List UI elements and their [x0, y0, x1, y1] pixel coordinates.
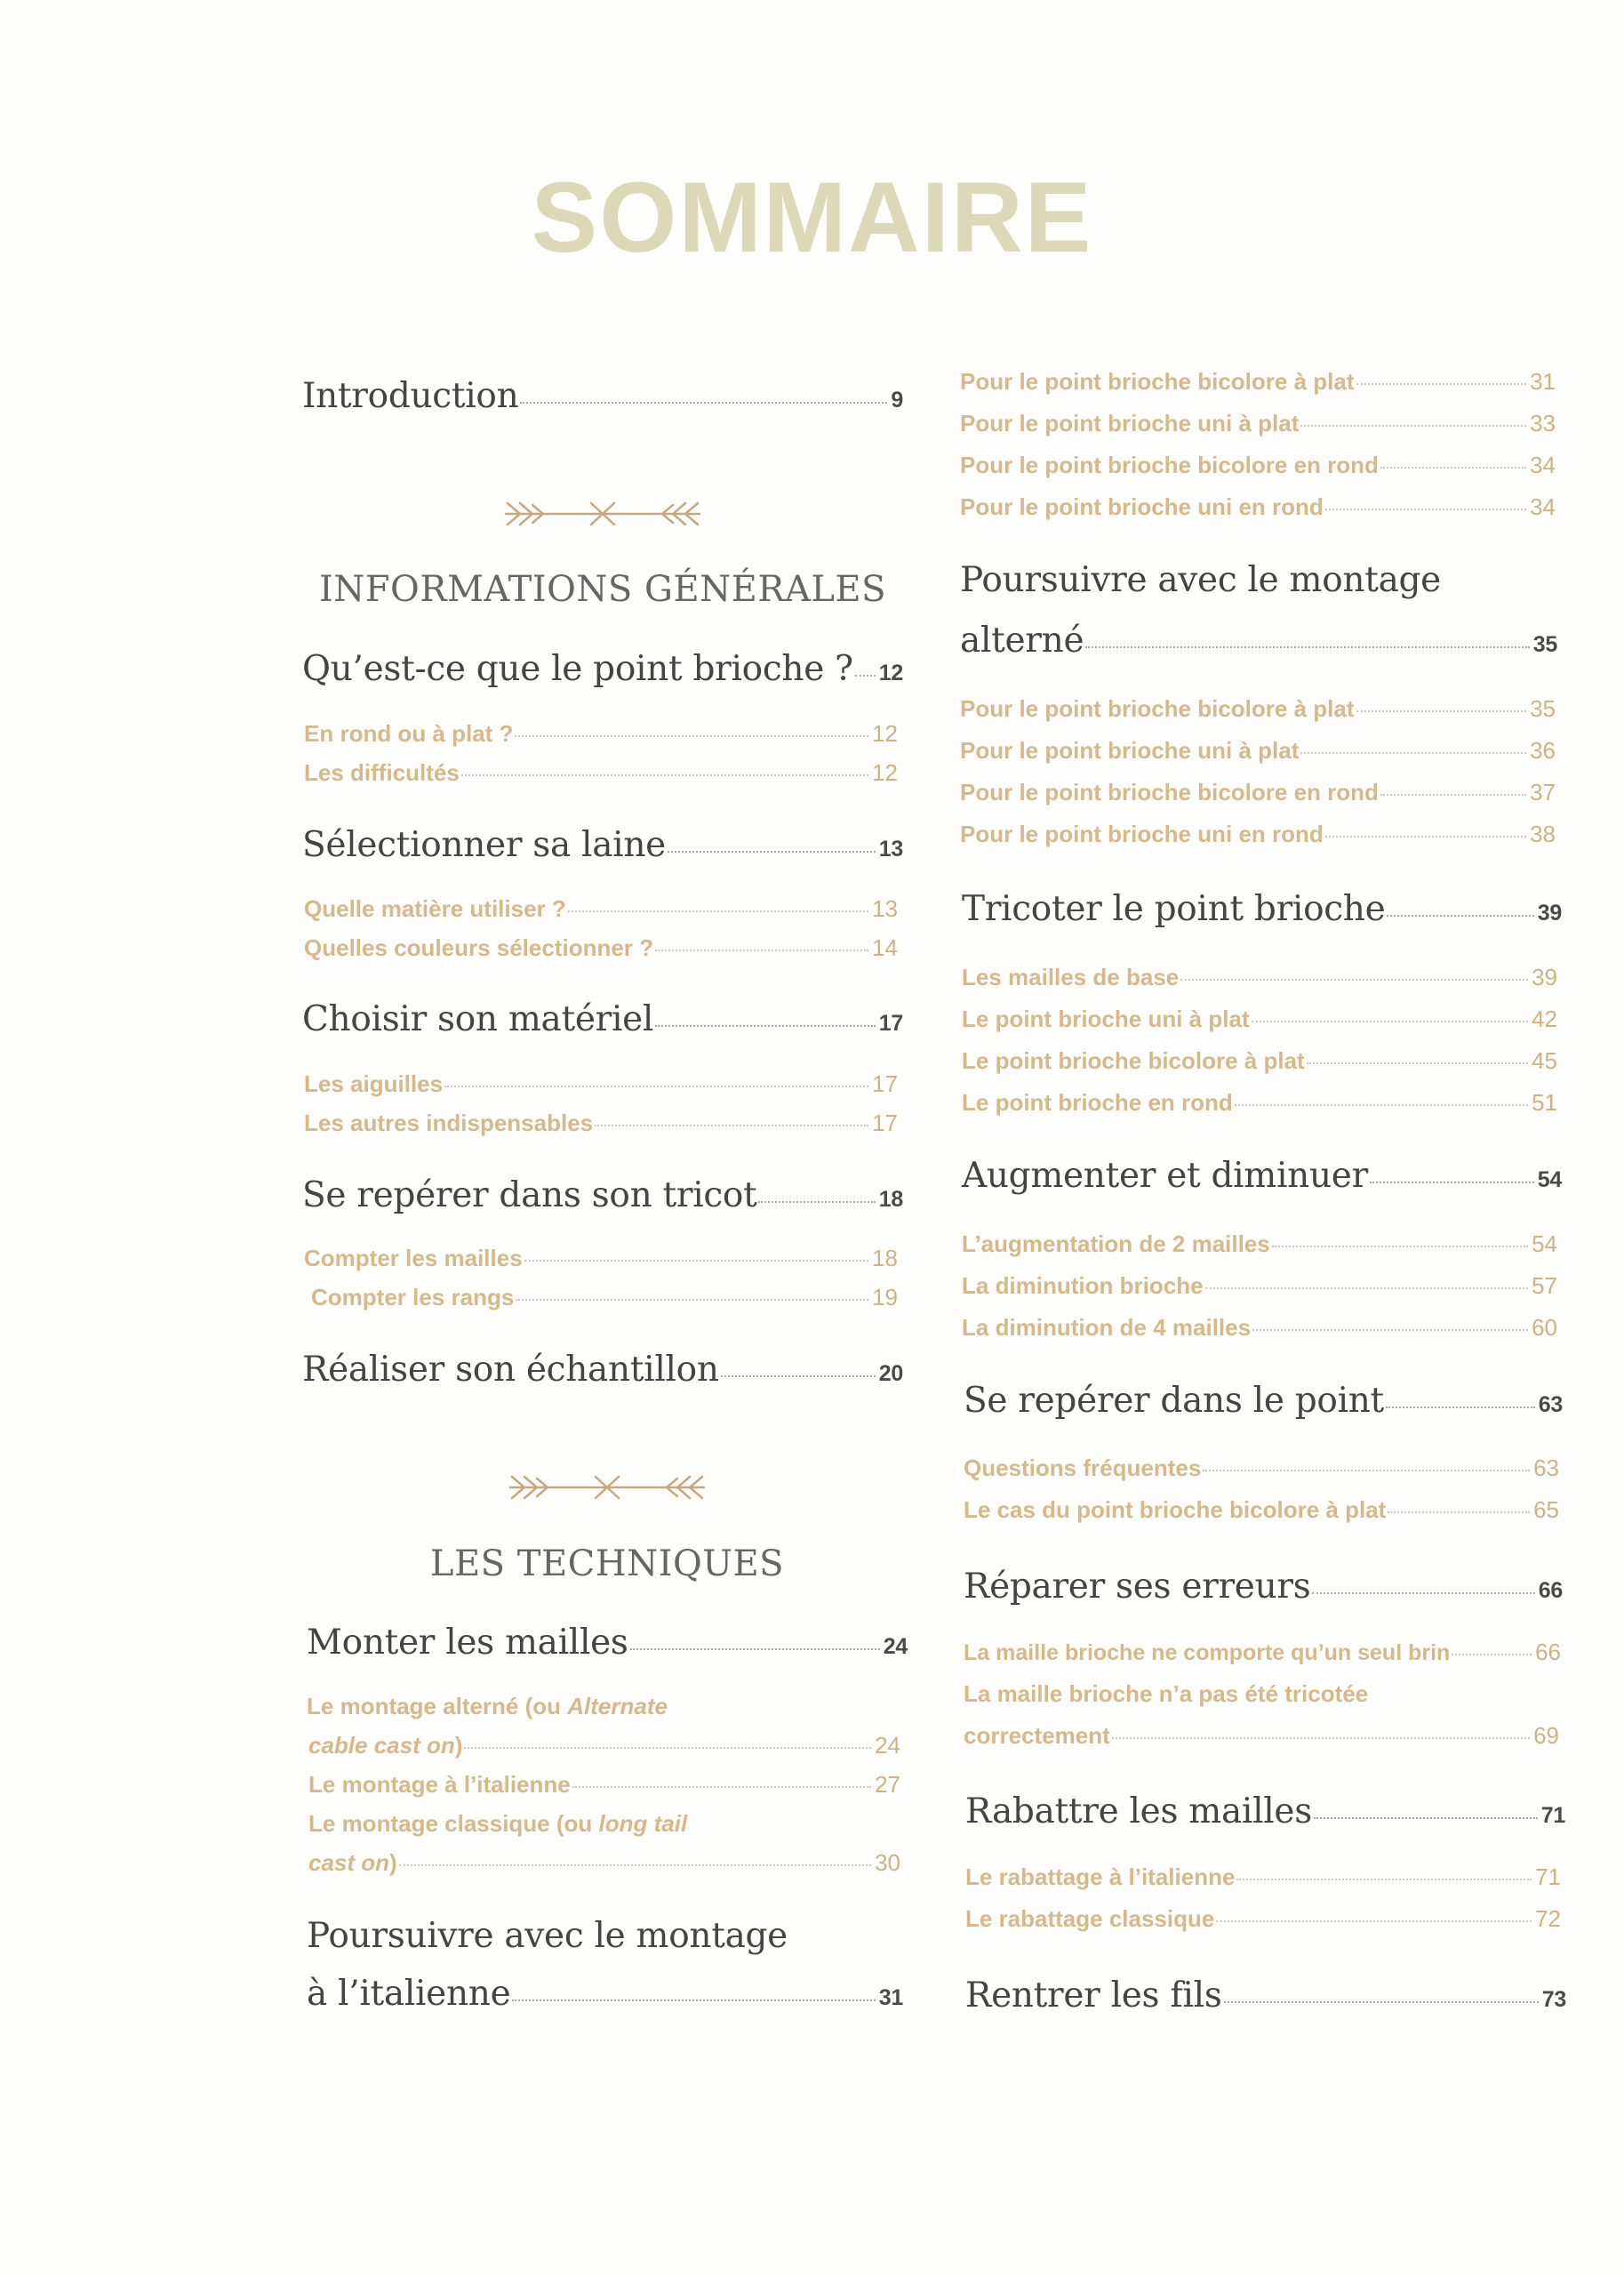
section-heading-les-techniques: LES TECHNIQUES — [429, 1543, 785, 1584]
toc-entry[interactable] — [962, 889, 1562, 929]
entry-label: Qu’est-ce que le point brioche ? — [302, 649, 853, 689]
toc-entry[interactable] — [962, 1156, 1562, 1196]
entry-page: 72 — [1535, 1905, 1561, 1932]
entry-page: 34 — [1530, 452, 1556, 478]
toc-subentry-line1[interactable]: La maille brioche n’a pas été tricotée — [964, 1680, 1369, 1707]
entry-label: Les autres indispensables — [304, 1110, 594, 1136]
entry-page: 24 — [875, 1732, 900, 1759]
entry-label: Le point brioche bicolore à plat — [962, 1047, 1305, 1074]
entry-label: Le montage à l’italienne — [308, 1771, 571, 1798]
entry-label-italic: cable cast on — [308, 1732, 455, 1759]
entry-label: Quelle matière utiliser ? — [304, 895, 566, 922]
entry-label: Le montage alterné (ou — [307, 1693, 568, 1719]
dot-leader — [399, 1863, 871, 1866]
entry-page: 71 — [1535, 1863, 1561, 1890]
dot-leader — [524, 1259, 868, 1262]
dot-leader — [595, 1124, 868, 1126]
page-title: SOMMAIRE — [531, 162, 1093, 273]
dot-leader — [1356, 382, 1527, 385]
dot-leader — [1312, 1591, 1534, 1594]
entry-label: alterné — [960, 621, 1084, 661]
toc-subentry[interactable] — [962, 1089, 1557, 1117]
toc-entry[interactable] — [964, 1381, 1563, 1421]
toc-entry[interactable] — [965, 1975, 1566, 2016]
dot-leader — [464, 1746, 871, 1749]
dot-leader — [1388, 1511, 1530, 1513]
entry-page: 13 — [872, 895, 898, 922]
entry-label: Les difficultés — [304, 759, 460, 786]
entry-page: 45 — [1532, 1047, 1557, 1074]
dot-leader — [1380, 793, 1526, 796]
toc-subentry[interactable] — [960, 737, 1556, 765]
entry-label: à l’italienne — [307, 1974, 511, 2014]
toc-entry-line1[interactable]: Poursuivre avec le montage — [307, 1916, 788, 1956]
toc-entry-line2[interactable] — [307, 1974, 903, 2014]
entry-label: Rabattre les mailles — [965, 1791, 1312, 1831]
toc-subentry[interactable] — [964, 1639, 1561, 1666]
entry-label: En rond ou à plat ? — [304, 720, 514, 747]
dot-leader — [668, 850, 876, 853]
toc-subentry[interactable] — [304, 895, 898, 923]
entry-page: 24 — [883, 1634, 908, 1659]
dot-leader — [655, 949, 868, 951]
entry-label: Pour le point brioche bicolore à plat — [960, 368, 1355, 395]
toc-subentry-line2[interactable] — [308, 1732, 900, 1759]
entry-page: 17 — [878, 1011, 903, 1036]
entry-label: Pour le point brioche bicolore en rond — [960, 452, 1379, 478]
entry-label: Réparer ses erreurs — [964, 1567, 1311, 1607]
entry-label: La maille brioche ne comporte qu’un seul brin — [964, 1640, 1451, 1665]
dot-leader — [630, 1647, 880, 1650]
entry-label: Pour le point brioche uni à plat — [960, 737, 1300, 764]
entry-page: 37 — [1530, 779, 1556, 805]
entry-page: 20 — [878, 1361, 903, 1386]
dot-leader — [1252, 1020, 1529, 1022]
toc-entry[interactable] — [302, 649, 903, 689]
entry-page: 66 — [1535, 1639, 1561, 1665]
dot-leader — [444, 1085, 868, 1087]
entry-label: Le point brioche en rond — [962, 1089, 1233, 1116]
dot-leader — [1235, 1103, 1528, 1106]
toc-subentry-line2[interactable] — [964, 1722, 1559, 1750]
entry-label: Les aiguilles — [304, 1070, 444, 1097]
entry-page: 14 — [872, 934, 898, 961]
toc-subentry[interactable] — [962, 1047, 1557, 1075]
entry-page: 34 — [1530, 493, 1556, 520]
entry-page: 18 — [878, 1187, 903, 1212]
toc-subentry[interactable] — [308, 1771, 900, 1799]
toc-entry[interactable] — [302, 825, 903, 865]
toc-entry-introduction[interactable] — [302, 376, 903, 416]
toc-entry[interactable] — [302, 1175, 903, 1215]
dot-leader — [1180, 978, 1528, 981]
toc-subentry[interactable] — [304, 1245, 898, 1272]
entry-label: La diminution brioche — [962, 1272, 1204, 1299]
entry-label: Quelles couleurs sélectionner ? — [304, 934, 654, 961]
entry-label: Compter les mailles — [304, 1245, 523, 1271]
entry-label: Choisir son matériel — [302, 999, 654, 1039]
entry-page: 36 — [1530, 737, 1556, 764]
entry-page: 71 — [1540, 1803, 1565, 1828]
entry-label: Le montage classique (ou — [308, 1810, 599, 1837]
toc-subentry[interactable] — [960, 493, 1556, 521]
entry-page: 57 — [1532, 1272, 1557, 1299]
entry-label: Augmenter et diminuer — [962, 1156, 1368, 1196]
dot-leader — [1236, 1878, 1532, 1880]
dot-leader — [1370, 1181, 1534, 1183]
entry-label: Pour le point brioche bicolore en rond — [960, 779, 1379, 805]
entry-label: Se repérer dans son tricot — [302, 1175, 757, 1215]
toc-subentry[interactable] — [960, 779, 1556, 806]
entry-label: Le point brioche uni à plat — [962, 1006, 1250, 1032]
entry-label: La diminution de 4 mailles — [962, 1314, 1252, 1341]
toc-subentry[interactable] — [965, 1863, 1561, 1891]
toc-subentry[interactable] — [311, 1284, 898, 1311]
toc-subentry[interactable] — [304, 720, 898, 748]
entry-label: L’augmentation de 2 mailles — [962, 1230, 1270, 1257]
dot-leader — [568, 910, 868, 912]
dot-leader — [572, 1785, 871, 1788]
entry-label — [308, 1732, 462, 1759]
entry-page: 17 — [872, 1070, 898, 1097]
arrow-divider-ornament-icon — [507, 1470, 708, 1505]
entry-page: 35 — [1530, 695, 1556, 722]
toc-entry[interactable] — [964, 1567, 1563, 1607]
dot-leader — [655, 1024, 876, 1027]
toc-entry-line1[interactable]: Poursuivre avec le montage — [960, 560, 1441, 600]
entry-page: 63 — [1538, 1392, 1563, 1417]
entry-label: Le cas du point brioche bicolore à plat — [964, 1496, 1387, 1523]
entry-label: Monter les mailles — [307, 1623, 628, 1663]
toc-subentry[interactable] — [962, 1006, 1557, 1033]
dot-leader — [515, 734, 868, 737]
toc-subentry[interactable] — [962, 964, 1557, 991]
entry-page: 39 — [1532, 964, 1557, 990]
entry-page: 19 — [872, 1284, 898, 1310]
entry-page: 39 — [1537, 901, 1562, 926]
toc-subentry[interactable] — [964, 1496, 1559, 1524]
toc-subentry-line1[interactable] — [307, 1693, 668, 1720]
dot-leader — [1203, 1469, 1530, 1471]
entry-label-end: ) — [389, 1849, 397, 1876]
entry-page: 54 — [1532, 1230, 1557, 1257]
toc-entry[interactable] — [302, 999, 903, 1039]
entry-page: 42 — [1532, 1006, 1557, 1032]
toc-subentry-line2[interactable] — [308, 1849, 900, 1877]
toc-subentry[interactable] — [960, 410, 1556, 437]
dot-leader — [1307, 1062, 1528, 1064]
entry-label: Se repérer dans le point — [964, 1381, 1384, 1421]
entry-page: 69 — [1533, 1722, 1559, 1749]
toc-entry[interactable] — [965, 1791, 1565, 1831]
dot-leader — [512, 1999, 875, 2001]
entry-page: 12 — [872, 759, 898, 786]
dot-leader — [1224, 2000, 1539, 2003]
entry-page: 30 — [875, 1849, 900, 1876]
entry-page: 17 — [872, 1110, 898, 1136]
entry-label: Rentrer les fils — [965, 1975, 1222, 2016]
entry-label: Introduction — [302, 376, 519, 416]
entry-label: Questions fréquentes — [964, 1455, 1202, 1481]
toc-subentry[interactable] — [304, 934, 898, 962]
toc-subentry[interactable] — [964, 1455, 1559, 1482]
dot-leader — [1386, 1406, 1535, 1408]
entry-page: 35 — [1532, 632, 1557, 657]
entry-page: 9 — [891, 388, 903, 413]
dot-leader — [1380, 466, 1526, 469]
entry-label: Compter les rangs — [311, 1284, 515, 1310]
toc-subentry[interactable] — [960, 821, 1556, 848]
entry-page: 51 — [1532, 1089, 1557, 1116]
dot-leader — [1085, 645, 1530, 648]
dot-leader — [1325, 508, 1526, 510]
entry-label: Pour le point brioche uni à plat — [960, 410, 1300, 437]
entry-page: 33 — [1530, 410, 1556, 437]
entry-label: Pour le point brioche uni en rond — [960, 821, 1324, 847]
dot-leader — [1387, 914, 1533, 917]
entry-page: 65 — [1533, 1496, 1559, 1523]
dot-leader — [516, 1298, 868, 1301]
toc-subentry[interactable] — [962, 1230, 1557, 1258]
toc-subentry[interactable] — [965, 1905, 1561, 1933]
entry-page: 27 — [875, 1771, 900, 1798]
entry-page: 66 — [1538, 1578, 1563, 1603]
toc-subentry[interactable] — [304, 1110, 898, 1137]
entry-label: Les mailles de base — [962, 964, 1180, 990]
entry-page: 18 — [872, 1245, 898, 1271]
toc-subentry[interactable] — [304, 759, 898, 787]
entry-page: 54 — [1537, 1167, 1562, 1192]
entry-label: Tricoter le point brioche — [962, 889, 1386, 929]
toc-subentry[interactable] — [304, 1070, 898, 1098]
entry-page: 31 — [1530, 368, 1556, 395]
entry-label: Le rabattage classique — [965, 1905, 1215, 1932]
dot-leader — [1272, 1245, 1528, 1247]
dot-leader — [1216, 1919, 1532, 1922]
toc-subentry[interactable] — [960, 368, 1556, 396]
dot-leader — [1112, 1736, 1530, 1739]
toc-subentry[interactable] — [962, 1314, 1557, 1342]
toc-entry[interactable] — [307, 1623, 908, 1663]
dot-leader — [758, 1200, 875, 1203]
entry-page: 73 — [1541, 1987, 1566, 2012]
entry-page: 12 — [872, 720, 898, 747]
dot-leader — [1300, 424, 1526, 427]
dot-leader — [1314, 1816, 1538, 1819]
entry-label: correctement — [964, 1722, 1110, 1749]
entry-page: 38 — [1530, 821, 1556, 847]
entry-label: Réaliser son échantillon — [302, 1350, 719, 1390]
toc-subentry[interactable] — [962, 1272, 1557, 1300]
entry-label-end: ) — [454, 1732, 463, 1759]
toc-entry[interactable] — [302, 1350, 903, 1390]
toc-subentry[interactable] — [960, 452, 1556, 479]
entry-label: Pour le point brioche bicolore à plat — [960, 695, 1355, 722]
dot-leader — [1325, 835, 1526, 837]
entry-label: Le rabattage à l’italienne — [965, 1863, 1236, 1890]
entry-label-italic: Alternate — [567, 1693, 668, 1719]
dot-leader — [1356, 709, 1527, 712]
toc-subentry[interactable] — [960, 695, 1556, 723]
toc-subentry-line1[interactable] — [308, 1810, 687, 1838]
dot-leader — [721, 1374, 876, 1377]
entry-label-italic: long tail — [598, 1810, 688, 1837]
dot-leader — [1205, 1286, 1529, 1289]
arrow-divider-ornament-icon — [502, 496, 703, 532]
entry-page: 60 — [1532, 1314, 1557, 1341]
entry-label: Pour le point brioche uni en rond — [960, 493, 1324, 520]
dot-leader — [1300, 751, 1526, 754]
dot-leader — [520, 401, 887, 404]
entry-page: 63 — [1533, 1455, 1559, 1481]
entry-page: 13 — [878, 837, 903, 862]
entry-label — [308, 1849, 397, 1877]
entry-label: Sélectionner sa laine — [302, 825, 666, 865]
toc-entry-line2[interactable] — [960, 621, 1557, 661]
dot-leader — [461, 773, 868, 776]
dot-leader — [1452, 1653, 1532, 1655]
entry-page: 31 — [878, 1985, 903, 2010]
entry-page: 12 — [878, 661, 903, 685]
entry-label-italic: cast on — [308, 1849, 390, 1876]
dot-leader — [855, 674, 876, 677]
section-heading-informations-generales: INFORMATIONS GÉNÉRALES — [318, 569, 887, 610]
dot-leader — [1252, 1328, 1528, 1331]
